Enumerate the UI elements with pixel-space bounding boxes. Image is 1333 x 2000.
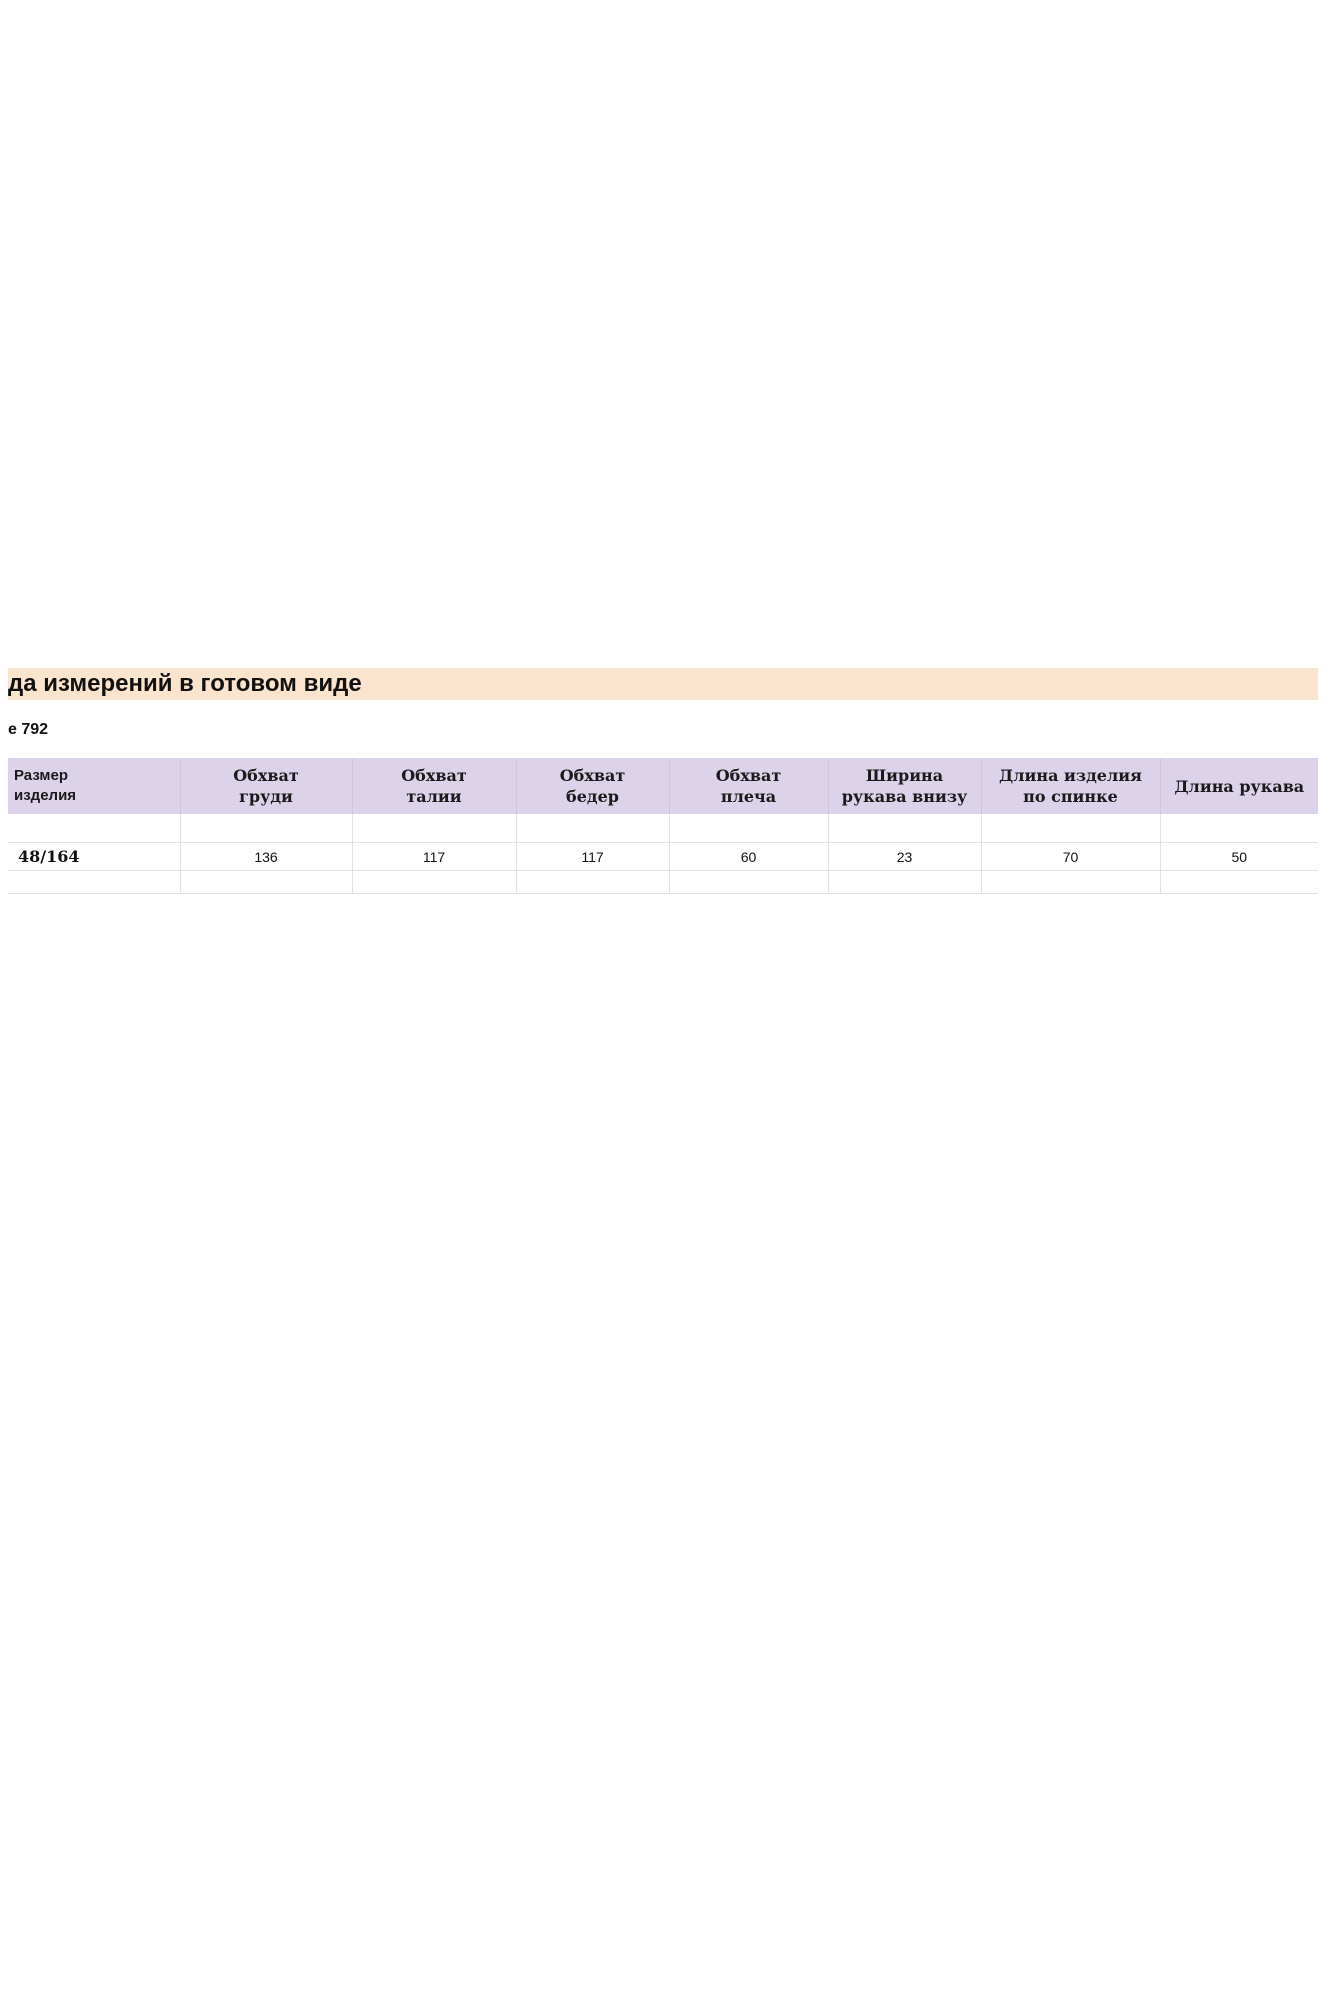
- table-header-row: [8, 758, 1318, 814]
- header-back-length: Длина изделия по спинке: [981, 758, 1160, 814]
- table-row: [8, 843, 1318, 871]
- header-shoulder: Обхват плеча: [669, 758, 828, 814]
- cell-sleeve-width: 23: [828, 843, 981, 871]
- cell-waist: 117: [352, 843, 516, 871]
- header-hips: Обхват бедер: [516, 758, 669, 814]
- model-number-label: е 792: [8, 721, 49, 738]
- cell-back-length: 70: [981, 843, 1160, 871]
- empty-row: [8, 871, 1318, 894]
- title-bar: [8, 668, 1318, 700]
- header-sleeve-width: Ширина рукава внизу: [828, 758, 981, 814]
- header-waist: Обхват талии: [352, 758, 516, 814]
- page-title: да измерений в готовом виде: [8, 670, 362, 697]
- size-table: [8, 758, 1318, 894]
- header-chest: Обхват груди: [180, 758, 352, 814]
- spacer-row: [8, 814, 1318, 843]
- cell-shoulder: 60: [669, 843, 828, 871]
- cell-sleeve-length: 50: [1160, 843, 1318, 871]
- header-sleeve-length: Длина рукава: [1160, 758, 1318, 814]
- cell-size: 48/164: [8, 843, 180, 871]
- header-size: Размер изделия: [8, 758, 180, 814]
- cell-hips: 117: [516, 843, 669, 871]
- cell-chest: 136: [180, 843, 352, 871]
